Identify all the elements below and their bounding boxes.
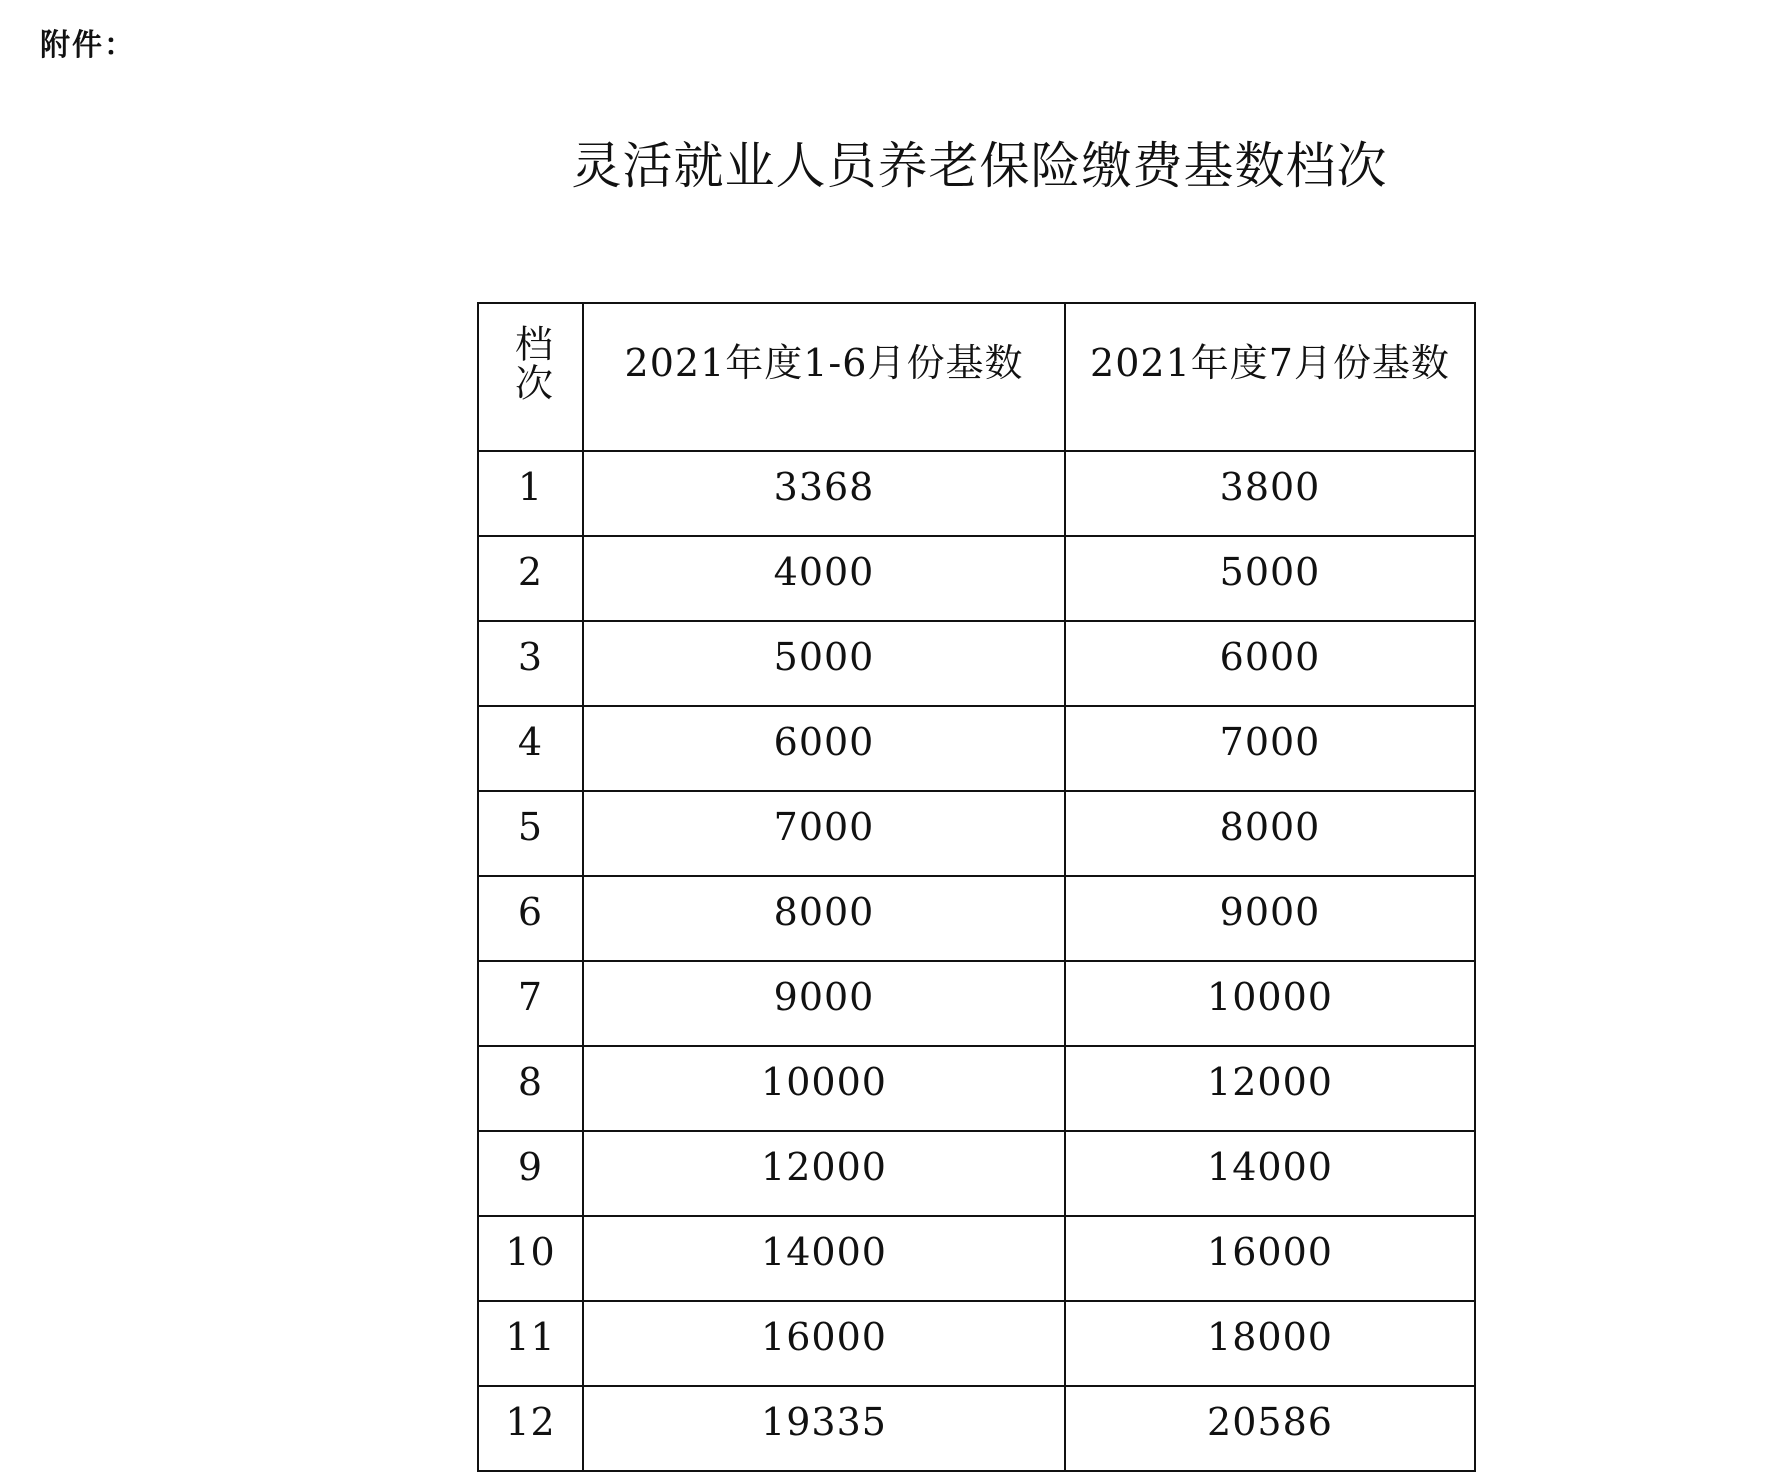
cell-grade: 10 (478, 1216, 583, 1301)
cell-base-jan-jun: 12000 (583, 1131, 1065, 1216)
column-header-grade: 档次 (478, 303, 583, 451)
table-row (478, 1131, 1475, 1216)
cell-grade: 4 (478, 706, 583, 791)
table-row (478, 961, 1475, 1046)
cell-base-jan-jun: 3368 (583, 451, 1065, 536)
cell-grade: 1 (478, 451, 583, 536)
table-row (478, 536, 1475, 621)
cell-base-jul: 7000 (1065, 706, 1475, 791)
cell-base-jan-jun: 4000 (583, 536, 1065, 621)
cell-base-jan-jun: 16000 (583, 1301, 1065, 1386)
table-row (478, 791, 1475, 876)
cell-grade: 8 (478, 1046, 583, 1131)
cell-base-jan-jun: 8000 (583, 876, 1065, 961)
cell-base-jan-jun: 7000 (583, 791, 1065, 876)
cell-grade: 3 (478, 621, 583, 706)
cell-grade: 9 (478, 1131, 583, 1216)
table-row (478, 1301, 1475, 1386)
cell-base-jan-jun: 5000 (583, 621, 1065, 706)
cell-base-jul: 3800 (1065, 451, 1475, 536)
cell-base-jul: 18000 (1065, 1301, 1475, 1386)
cell-base-jul: 9000 (1065, 876, 1475, 961)
cell-base-jul: 20586 (1065, 1386, 1475, 1471)
column-header-base-jul: 2021年度7月份基数 (1065, 303, 1475, 451)
table-row (478, 621, 1475, 706)
table-row (478, 1046, 1475, 1131)
page-title: 灵活就业人员养老保险缴费基数档次 (571, 137, 1388, 195)
cell-base-jul: 8000 (1065, 791, 1475, 876)
cell-grade: 6 (478, 876, 583, 961)
contribution-base-table (477, 302, 1476, 1472)
cell-base-jul: 12000 (1065, 1046, 1475, 1131)
cell-grade: 12 (478, 1386, 583, 1471)
table-row (478, 706, 1475, 791)
table-row (478, 1386, 1475, 1471)
cell-base-jul: 5000 (1065, 536, 1475, 621)
column-header-base-jan-jun: 2021年度1-6月份基数 (583, 303, 1065, 451)
cell-base-jul: 16000 (1065, 1216, 1475, 1301)
cell-base-jan-jun: 14000 (583, 1216, 1065, 1301)
table-row (478, 451, 1475, 536)
table-row (478, 876, 1475, 961)
cell-grade: 11 (478, 1301, 583, 1386)
table-row (478, 1216, 1475, 1301)
cell-grade: 5 (478, 791, 583, 876)
table-header-row (478, 303, 1475, 451)
cell-base-jul: 14000 (1065, 1131, 1475, 1216)
cell-base-jan-jun: 10000 (583, 1046, 1065, 1131)
cell-grade: 7 (478, 961, 583, 1046)
cell-base-jan-jun: 6000 (583, 706, 1065, 791)
cell-base-jan-jun: 19335 (583, 1386, 1065, 1471)
cell-base-jul: 10000 (1065, 961, 1475, 1046)
cell-base-jan-jun: 9000 (583, 961, 1065, 1046)
attachment-label: 附件： (40, 28, 136, 63)
cell-base-jul: 6000 (1065, 621, 1475, 706)
cell-grade: 2 (478, 536, 583, 621)
